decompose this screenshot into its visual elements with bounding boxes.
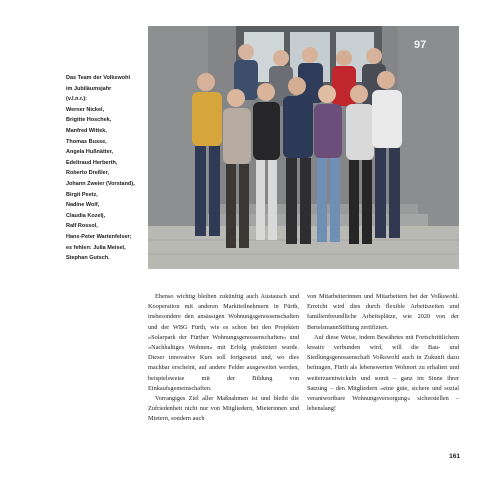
caption-line: Johann Zweier (Vorstand), [66,180,135,187]
caption-line: Das Team der Volkswohl [66,75,130,81]
body-column-right [307,292,459,414]
caption-line: Stephan Gutsch. [66,255,110,262]
caption-line: Hans-Peter Wartenfelser; [66,233,132,240]
caption-line: Nadine Wolf, [66,202,100,209]
caption-line: Ralf Rossol, [66,223,98,230]
body-column-left [148,292,299,425]
house-number-sign: 97 [414,39,427,51]
caption-line: Werner Nickel, [66,106,105,113]
caption-line: Edeltraud Herberth, [66,159,118,166]
caption-line: (v.l.n.r.): [66,96,87,103]
team-photo [148,26,459,269]
caption-line: es fehlen: Julia Meisel, [66,244,126,251]
caption-line: Roberto Dreßler, [66,170,110,177]
caption-line: im Jubiläumsjahr [66,85,112,92]
caption-line: Birgit Peetz, [66,191,98,198]
photo-caption [66,73,146,264]
body-paragraph: Ebenso wichtig bleiben zukünftig auch Austausch und Kooperation mit anderen Marktteilnehmern in Fürth, insbesondere den ansässigen Wohnungsgenossenschaften und der WBG Fürth, wie es schon bei den Projekten »Solarpark der Fürther Wohnungsgenossenschaften« und »Nachhaltiges Wohnen« mit Erfolg praktiziert wurde. Dieser innovative Kurs soll fortgesetzt und, wo dies machbar erscheint, auf andere Felder ausgeweitet werden, beispielsweise mit der Bildung von Einkaufsgemeinschaften. [148,293,299,392]
body-paragraph: von Mitarbeiterinnen und Mitarbeitern bei der Volkswohl. Erreicht wird dies durch flexible Arbeitszeiten und familienfreundliche Arbeitsplätze, wie 2020 von der BertelsmannStiftung zertifiziert. [307,293,459,331]
caption-line: Claudia Kozelj, [66,212,106,219]
caption-line: Angela Hußnätter, [66,149,114,156]
caption-line: Manfred Wittek, [66,127,107,134]
team-photo-illustration [148,26,459,269]
body-paragraph: Vorrangiges Ziel aller Maßnahmen ist und bleibt die Zufriedenheit nicht nur von Mitgliedern, Mieterinnen und Mietern, sondern auch [148,395,299,423]
caption-line: Thomas Busse, [66,138,107,145]
caption-line: Brigitte Hoschek, [66,117,112,124]
facade-right [398,26,459,226]
page-number: 161 [449,453,460,460]
body-paragraph: Auf diese Weise, indem Bewährtes mit Fortschrittlichem kreativ verbunden wird, will die Bau- und Siedlungsgenossenschaft Volkswohl auch in Zukunft dazu beitragen, Fürth als lebenswerten Wohnort zu erhalten und weiterzuentwickeln und somit – ganz im Sinne ihrer Satzung – den Mitgliedern »eine gute, sichere und sozial verantwortbare Wohnungsversorgung« sicherstellen – lebenslang! [307,333,459,413]
